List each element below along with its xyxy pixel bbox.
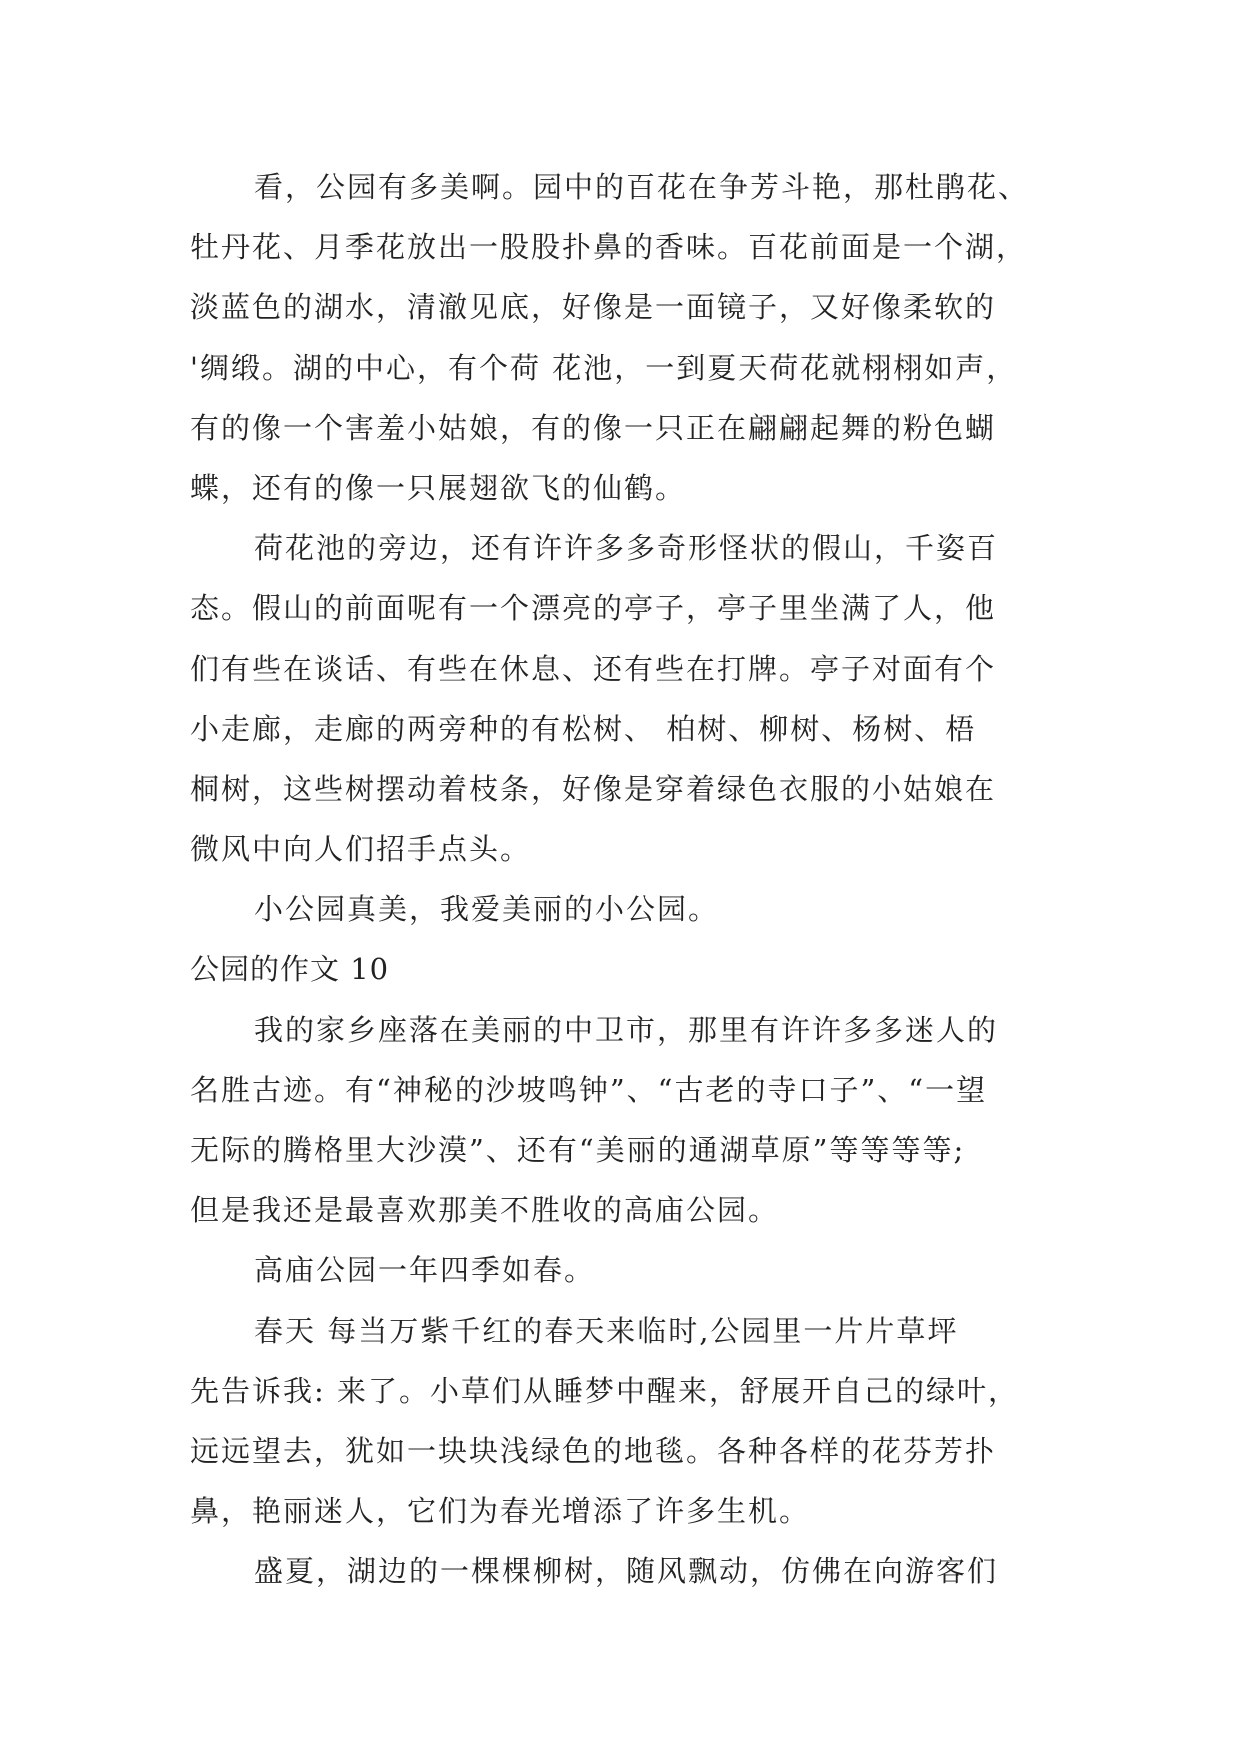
paragraph-line: 无际的腾格里大沙漠”、还有“美丽的通湖草原”等等等等; <box>190 1133 966 1167</box>
paragraph-line: 看，公园有多美啊。园中的百花在争芳斗艳，那杜鹃花、 <box>254 170 1030 204</box>
paragraph-line: 但是我还是最喜欢那美不胜收的高庙公园。 <box>190 1193 780 1228</box>
paragraph-line: 蝶，还有的像一只展翅欲飞的仙鹤。 <box>190 470 687 505</box>
paragraph-line: 高庙公园一年四季如春。 <box>254 1253 596 1288</box>
paragraph-line: 春天 每当万紫千红的春天来临时,公园里一片片草坪 <box>254 1313 959 1348</box>
paragraph-line: 微风中向人们招手点头。 <box>190 832 532 867</box>
paragraph-line: 远远望去，犹如一块块浅绿色的地毯。各种各样的花芬芳扑 <box>190 1433 997 1468</box>
paragraph-line: 荷花池的旁边，还有许许多多奇形怪状的假山，千姿百 <box>254 531 999 566</box>
paragraph-line: 有的像一个害羞小姑娘，有的像一只正在翩翩起舞的粉色蝴 <box>190 410 997 445</box>
paragraph-line: 态。假山的前面呢有一个漂亮的亭子，亭子里坐满了人，他 <box>190 591 997 626</box>
paragraph-line: 小走廊，走廊的两旁种的有松树、 柏树、柳树、杨树、梧 <box>190 711 977 746</box>
paragraph-line: 桐树，这些树摆动着枝条，好像是穿着绿色衣服的小姑娘在 <box>190 771 997 806</box>
paragraph-line: 先告诉我: 来了。小草们从睡梦中醒来，舒展开自己的绿叶， <box>190 1373 1019 1408</box>
document-body <box>190 157 1060 1602</box>
paragraph-line: 盛夏，湖边的一棵棵柳树，随风飘动，仿佛在向游客们 <box>254 1554 999 1589</box>
paragraph-line: 牡丹花、月季花放出一股股扑鼻的香味。百花前面是一个湖， <box>190 230 1028 265</box>
paragraph-line: 小公园真美，我爱美丽的小公园。 <box>254 892 720 927</box>
paragraph-line: 鼻，艳丽迷人，它们为春光增添了许多生机。 <box>190 1494 811 1529</box>
paragraph-line: 名胜古迹。有“神秘的沙坡鸣钟”、“古老的寺口子”、“一望 <box>190 1072 988 1107</box>
paragraph-line: 淡蓝色的湖水，清澈见底，好像是一面镜子，又好像柔软的 <box>190 290 997 325</box>
paragraph-line: 我的家乡座落在美丽的中卫市，那里有许许多多迷人的 <box>254 1012 999 1047</box>
paragraph-line: '绸缎。湖的中心，有个荷 花池，一到夏天荷花就栩栩如声， <box>190 350 1018 385</box>
section-heading: 公园的作文 10 <box>190 952 390 987</box>
paragraph-line: 们有些在谈话、有些在休息、还有些在打牌。亭子对面有个 <box>190 651 997 686</box>
